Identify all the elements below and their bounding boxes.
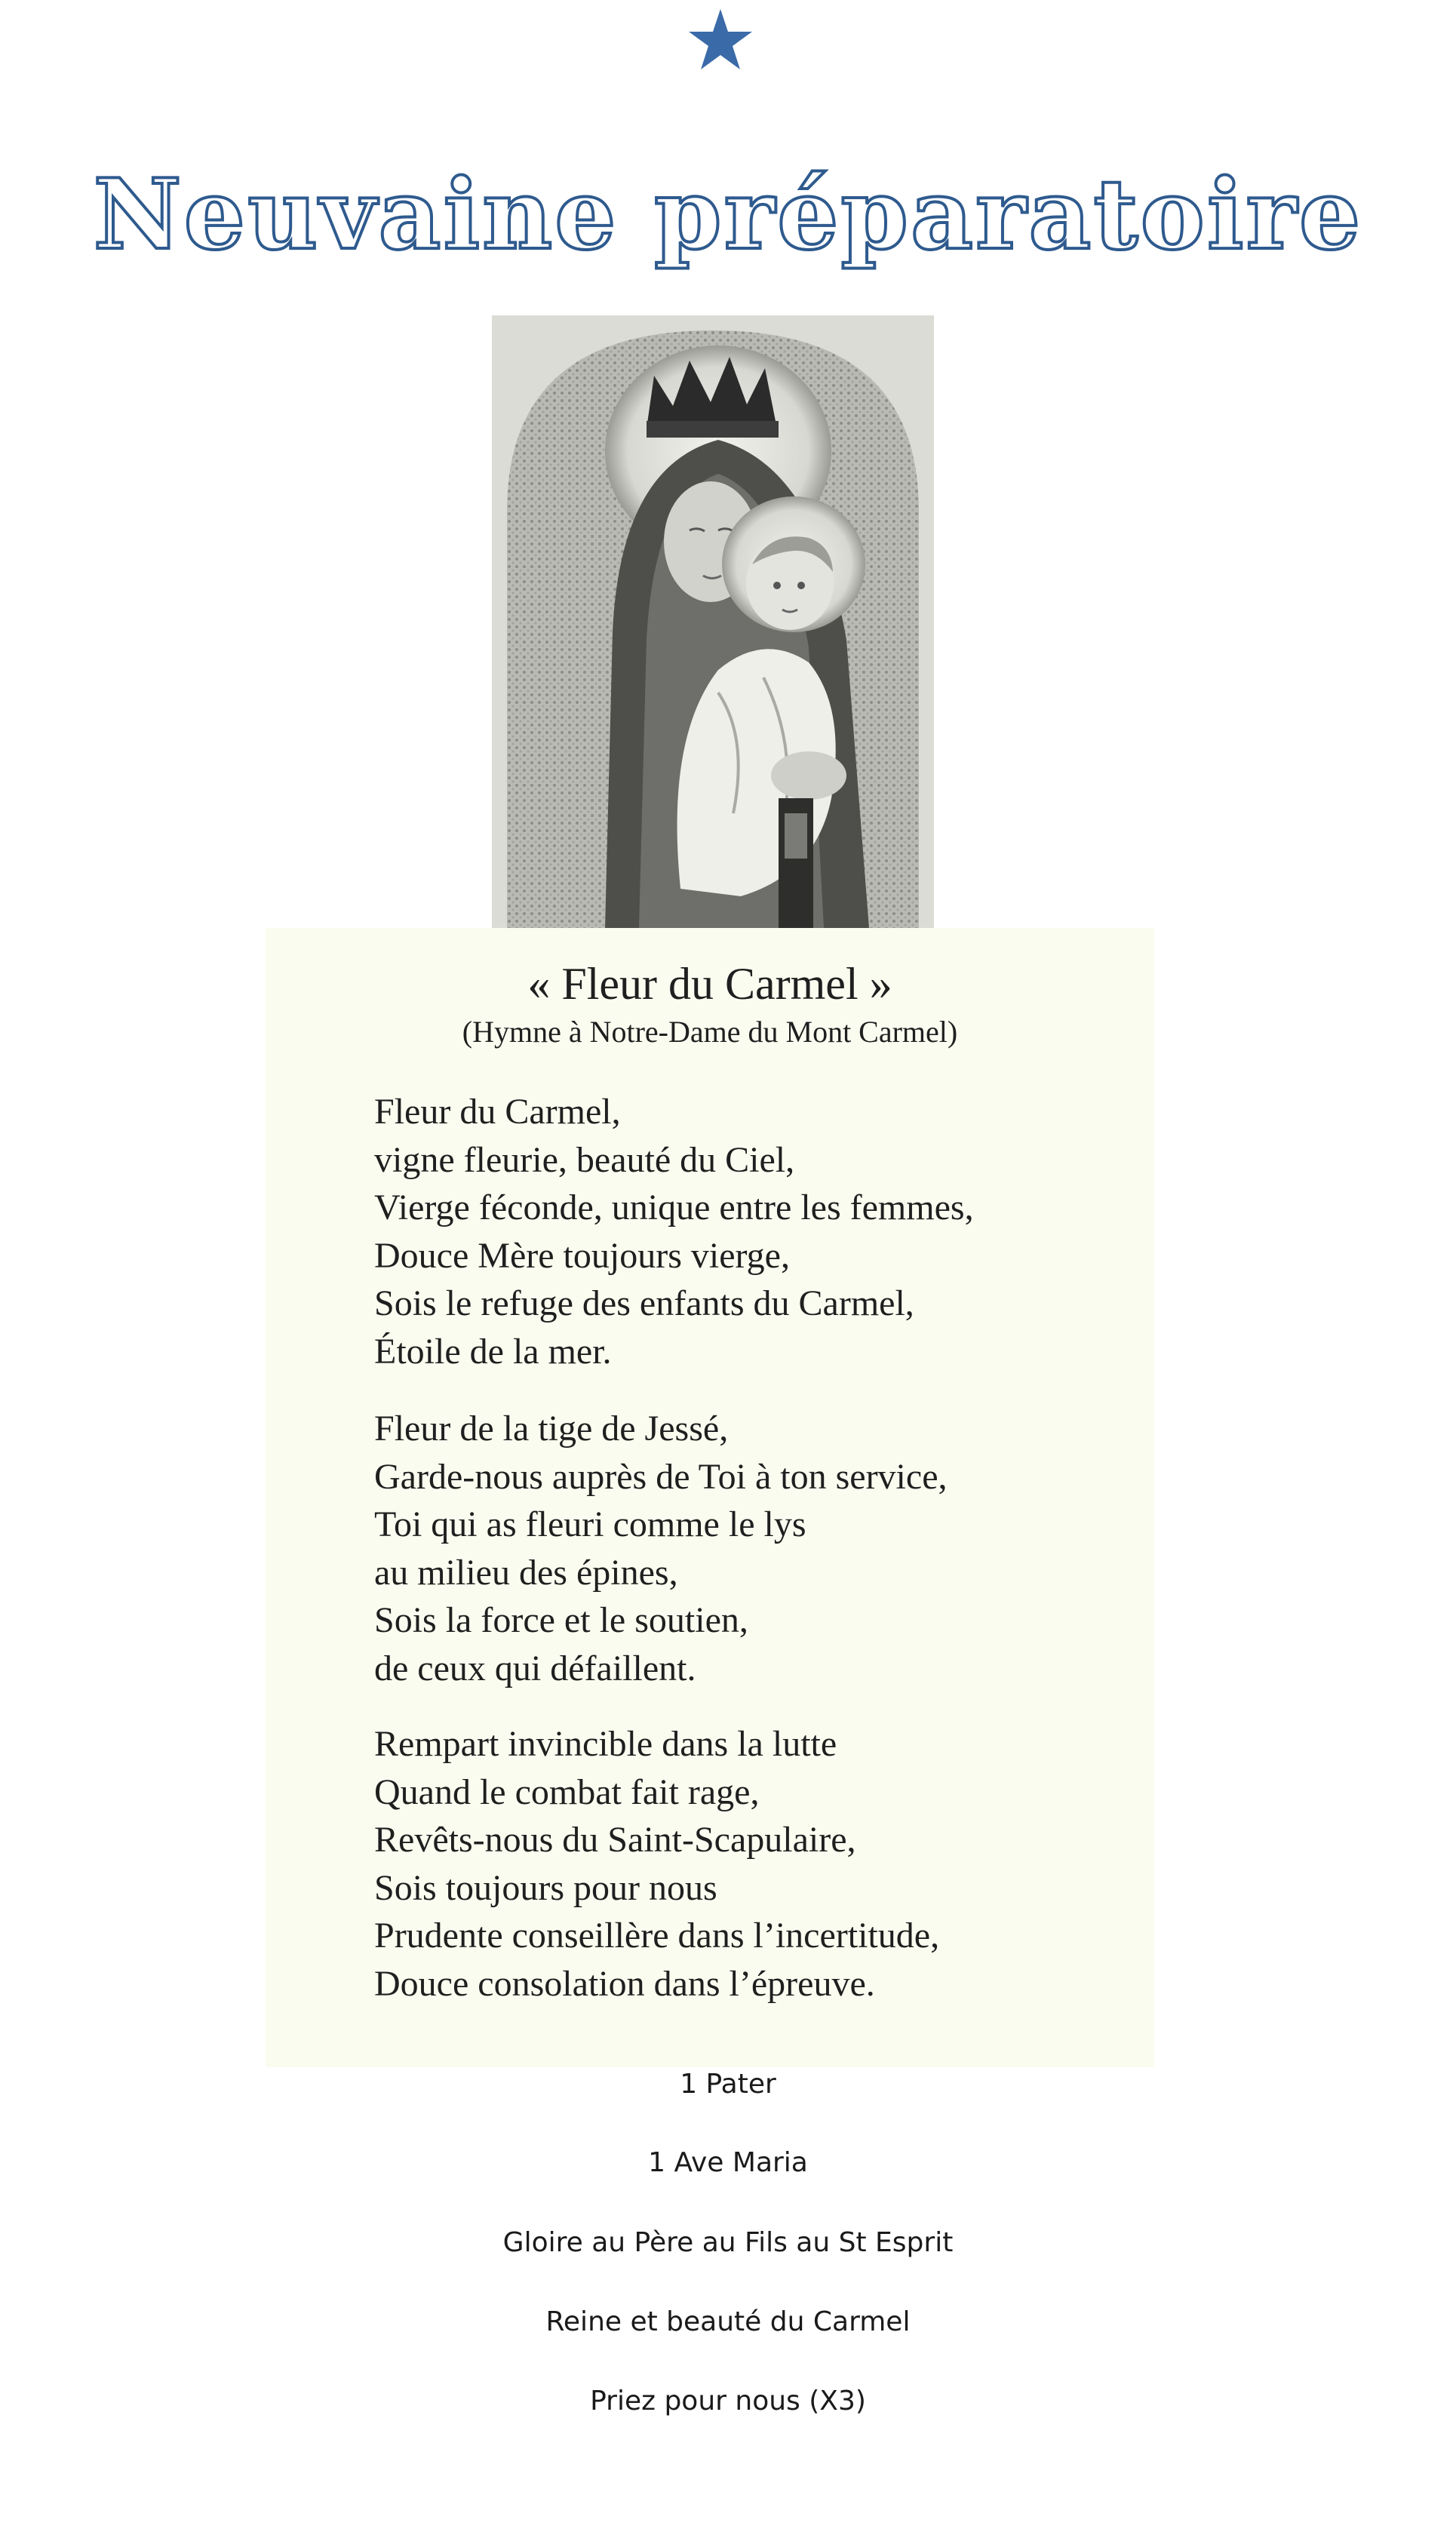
prayer-ave-maria: 1 Ave Maria bbox=[648, 2147, 808, 2178]
hymn-line: Fleur de la tige de Jessé, bbox=[374, 1409, 729, 1449]
hymn-line: Sois le refuge des enfants du Carmel, bbox=[374, 1283, 914, 1323]
prayer-gloria: Gloire au Père au Fils au St Esprit bbox=[502, 2227, 954, 2258]
prayer-priez: Priez pour nous (X3) bbox=[590, 2386, 866, 2417]
prayer-pater: 1 Pater bbox=[680, 2069, 776, 2100]
hymn-stanza-3 bbox=[374, 1720, 939, 2008]
hymn-stanza-1 bbox=[374, 1088, 974, 1375]
hymn-line: Étoile de la mer. bbox=[374, 1331, 612, 1372]
star-icon bbox=[687, 6, 754, 74]
hymn-subtitle: (Hymne à Notre-Dame du Mont Carmel) bbox=[462, 1015, 958, 1049]
hymn-line: Rempart invincible dans la lutte bbox=[374, 1724, 837, 1764]
hymn-line: au milieu des épines, bbox=[374, 1552, 678, 1593]
hymn-line: Prudente conseillère dans l’incertitude, bbox=[374, 1916, 940, 1956]
page-title: Neuvaine préparatoire bbox=[93, 158, 1363, 272]
hymn-line: Quand le combat fait rage, bbox=[374, 1771, 760, 1812]
hymn-stanza-2 bbox=[374, 1405, 948, 1692]
hymn-line: Sois toujours pour nous bbox=[374, 1867, 717, 1908]
hymn-line: de ceux qui défaillent. bbox=[374, 1648, 696, 1688]
hymn-line: Douce Mère toujours vierge, bbox=[374, 1235, 790, 1276]
hymn-line: Garde-nous auprès de Toi à ton service, bbox=[374, 1456, 948, 1497]
hymn-line: vigne fleurie, beauté du Ciel, bbox=[374, 1139, 795, 1180]
madonna-and-child-icon bbox=[492, 315, 934, 928]
prayer-reine: Reine et beauté du Carmel bbox=[545, 2306, 911, 2337]
hymn-line: Toi qui as fleuri comme le lys bbox=[374, 1504, 806, 1544]
hymn-title: « Fleur du Carmel » bbox=[527, 959, 892, 1009]
hymn-line: Sois la force et le soutien, bbox=[374, 1600, 748, 1640]
hymn-line: Douce consolation dans l’épreuve. bbox=[374, 1963, 875, 2004]
madonna-image bbox=[492, 315, 934, 928]
hymn-line: Revêts-nous du Saint-Scapulaire, bbox=[374, 1820, 856, 1860]
hymn-panel bbox=[266, 928, 1154, 2067]
hymn-line: Vierge féconde, unique entre les femmes, bbox=[374, 1188, 974, 1227]
hymn-line: Fleur du Carmel, bbox=[374, 1092, 621, 1132]
